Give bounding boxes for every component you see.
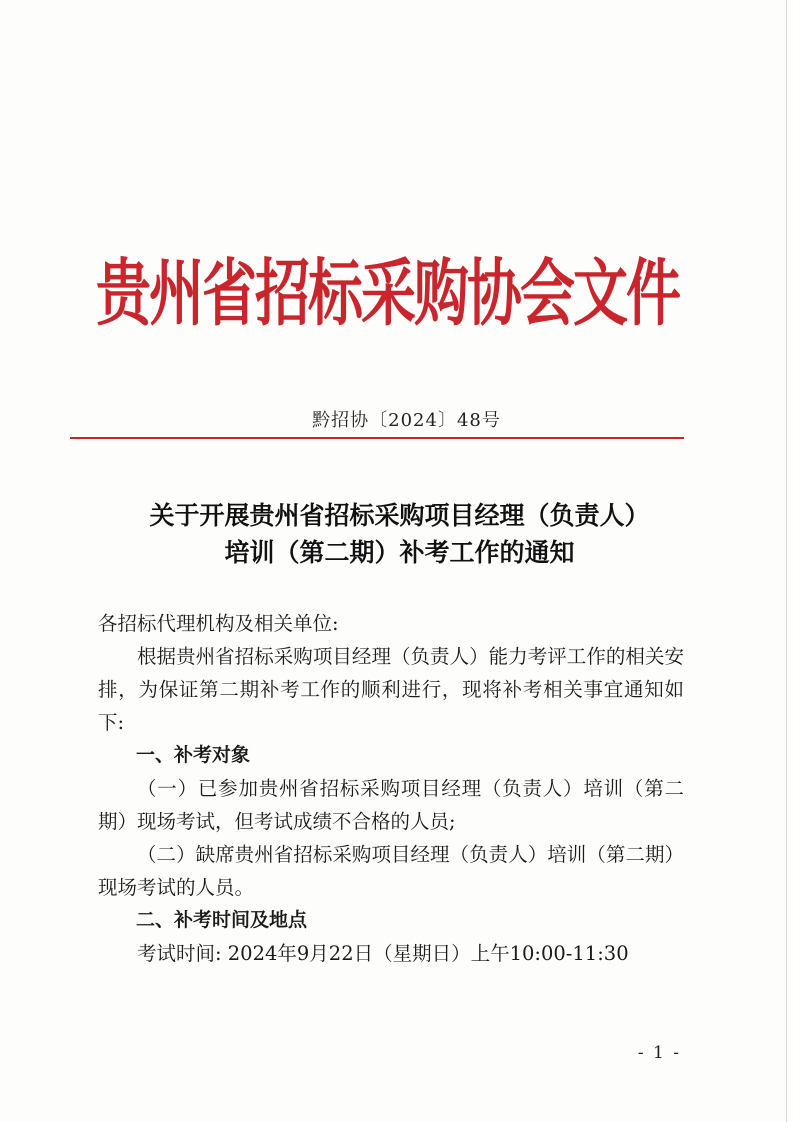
document-number: 黔招协〔2024〕48号 [312,410,501,431]
section-1-item-2: （二）缺席贵州省招标采购项目经理（负责人）培训（第二期）现场考试的人员。 [98,843,684,899]
notice-body [98,607,684,970]
section-1-item-1: （一）已参加贵州省招标采购项目经理（负责人）培训（第二期）现场考试，但考试成绩不合格的人员; [98,777,684,833]
exam-time: 考试时间: 2024年9月22日（星期日）上午10:00-11:30 [137,942,629,965]
notice-title-line-2: 培训（第二期）补考工作的通知 [224,538,575,567]
red-divider-line [70,437,684,439]
notice-title-line-1: 关于开展贵州省招标采购项目经理（负责人） [149,501,650,530]
page-number: - 1 - [637,1043,681,1063]
notice-title [0,497,793,571]
intro-paragraph: 根据贵州省招标采购项目经理（负责人）能力考评工作的相关安排，为保证第二期补考工作的顺利进行，现将补考相关事宜通知如下: [98,645,684,734]
masthead-title: 贵州省招标采购协会文件 [96,251,680,336]
section-2-heading: 二、补考时间及地点 [136,909,308,931]
salutation: 各招标代理机构及相关单位: [98,612,339,635]
section-1-heading: 一、补考对象 [136,744,251,766]
